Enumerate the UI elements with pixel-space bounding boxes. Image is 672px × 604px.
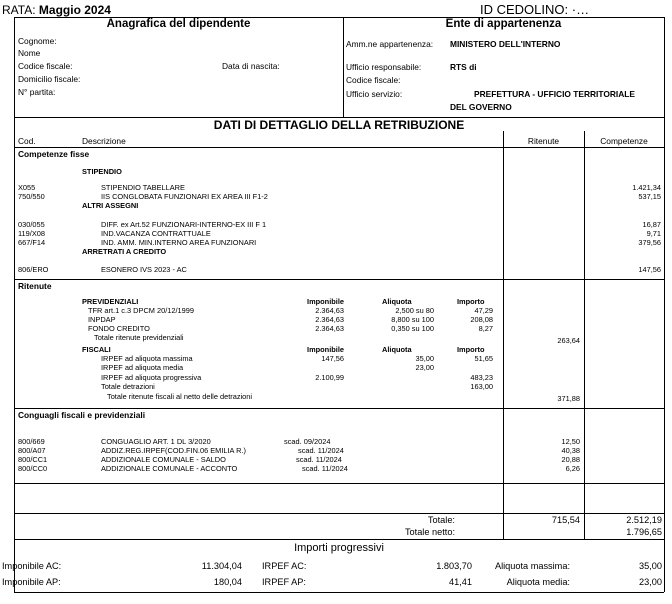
total-label: Totale ritenute fiscali al netto delle detrazioni: [107, 392, 253, 401]
irpef-ac-label: IRPEF AC:: [262, 561, 307, 571]
col-competenze: Competenze: [600, 136, 648, 146]
row-desc: STIPENDIO TABELLARE: [101, 183, 185, 192]
aliq-max-value: 35,00: [639, 561, 662, 571]
ufficio-resp-label: Ufficio responsabile:: [346, 62, 422, 72]
row-scadenza: scad. 11/2024: [302, 464, 348, 473]
rule: [503, 131, 504, 539]
section-ritenute: Ritenute: [18, 281, 52, 291]
col-imponibile: Imponibile: [307, 345, 344, 354]
row-desc: ADDIZIONALE COMUNALE - SALDO: [101, 455, 226, 464]
imp-ac-label: Imponibile AC:: [2, 561, 62, 571]
cedolino-field: [480, 2, 589, 17]
row-importo: 208,08: [470, 315, 493, 324]
col-importo: Importo: [457, 297, 485, 306]
row-imponibile: 147,56: [321, 354, 344, 363]
row-importo: 8,27: [478, 324, 493, 333]
servizio-label: Ufficio servizio:: [346, 89, 403, 99]
aliq-max-label: Aliquota massima:: [494, 561, 570, 571]
total-ritenute-fisc: 371,88: [557, 394, 580, 403]
amm-label: Amm.ne appartenenza:: [346, 39, 434, 49]
group-fiscali: FISCALI: [82, 345, 111, 354]
total-ritenute-prev: 263,64: [557, 336, 580, 345]
row-desc: INPDAP: [88, 315, 116, 324]
row-ritenute: 40,38: [561, 446, 580, 455]
col-aliquota: Aliquota: [382, 345, 412, 354]
row-aliquota: 35,00: [415, 354, 434, 363]
row-aliquota: 23,00: [415, 363, 434, 372]
row-competenze: 537,15: [638, 192, 661, 201]
col-cod: Cod.: [18, 136, 36, 146]
col-ritenute: Ritenute: [527, 136, 560, 146]
amm-value: MINISTERO DELL'INTERNO: [450, 39, 561, 49]
row-desc: IIS CONGLOBATA FUNZIONARI EX AREA III F1-2: [101, 192, 268, 201]
imp-ap-value: 180,04: [213, 577, 242, 587]
row-code: 119/X08: [18, 229, 45, 238]
row-desc: Totale detrazioni: [101, 382, 155, 391]
row-scadenza: scad. 09/2024: [284, 437, 331, 446]
row-desc: CONGUAGLIO ART. 1 DL 3/2020: [101, 437, 211, 446]
row-importo: 51,65: [474, 354, 493, 363]
row-imponibile: 2.100,99: [315, 373, 344, 382]
row-aliquota: 0,350 su 100: [391, 324, 434, 333]
progressivi-title: Importi progressivi: [294, 542, 384, 554]
row-imponibile: 2.364,63: [315, 324, 344, 333]
col-aliquota: Aliquota: [382, 297, 412, 306]
netto-label: Totale netto:: [404, 527, 455, 537]
group-altri-assegni: ALTRI ASSEGNI: [82, 201, 139, 210]
rule: [14, 513, 664, 514]
row-imponibile: 2.364,63: [315, 315, 344, 324]
totale-label: Totale:: [427, 515, 455, 525]
row-code: 800/CC0: [18, 464, 48, 473]
row-aliquota: 2,500 su 80: [395, 306, 434, 315]
rule: [664, 17, 665, 592]
aliq-media-label: Aliquota media:: [506, 577, 570, 587]
aliq-media-value: 23,00: [639, 577, 662, 587]
row-desc: FONDO CREDITO: [88, 324, 150, 333]
ente-title: Ente di appartenenza: [445, 18, 562, 30]
group-previdenziali: PREVIDENZIALI: [82, 297, 139, 306]
rule: [14, 483, 664, 484]
row-imponibile: 2.364,63: [315, 306, 344, 315]
row-scadenza: scad. 11/2024: [296, 455, 342, 464]
row-competenze: 16,87: [642, 220, 661, 229]
imp-ap-label: Imponibile AP:: [2, 577, 61, 587]
row-code: 030/055: [18, 220, 45, 229]
row-desc: ADDIZ.REG.IRPEF(COD.FIN.06 EMILIA R.): [101, 446, 246, 455]
totale-ritenute: 715,54: [551, 515, 580, 525]
row-desc: TFR art.1 c.3 DPCM 20/12/1999: [88, 306, 194, 315]
row-code: X055: [18, 183, 36, 192]
row-desc: ADDIZIONALE COMUNALE - ACCONTO: [101, 464, 238, 473]
irpef-ap-label: IRPEF AP:: [262, 577, 306, 587]
row-desc: ESONERO IVS 2023 - AC: [101, 265, 187, 274]
rule: [14, 279, 664, 280]
section-conguagli: Conguagli fiscali e previdenziali: [18, 410, 146, 420]
row-desc: IND. AMM. MIN.INTERNO AREA FUNZIONARI: [101, 238, 257, 247]
cognome-label: Cognome:: [18, 36, 57, 46]
group-stipendio: STIPENDIO: [82, 167, 122, 176]
codice-fiscale-label: Codice fiscale:: [18, 61, 73, 71]
row-desc: IRPEF ad aliquota progressiva: [101, 373, 202, 382]
row-desc: IRPEF ad aliquota media: [101, 363, 184, 372]
anagrafica-title: Anagrafica del dipendente: [106, 18, 251, 30]
rata-value: Maggio 2024: [38, 3, 111, 17]
data-nascita-label: Data di nascita:: [222, 61, 280, 71]
row-scadenza: scad. 11/2024: [298, 446, 344, 455]
row-code: 667/F14: [18, 238, 46, 247]
cedolino-label: ID CEDOLINO:: [480, 2, 569, 17]
row-ritenute: 12,50: [561, 437, 580, 446]
nome-label: Nome: [18, 48, 41, 58]
servizio-value: DEL GOVERNO: [450, 102, 512, 112]
row-code: 750/550: [18, 192, 45, 201]
row-code: 800/A07: [18, 446, 46, 455]
row-importo: 163,00: [470, 382, 493, 391]
irpef-ac-value: 1.803,70: [436, 561, 472, 571]
cedolino-value: ·…: [571, 2, 590, 17]
total-label: Totale ritenute previdenziali: [94, 333, 184, 342]
col-imponibile: Imponibile: [307, 297, 344, 306]
rata-field: [2, 3, 111, 17]
totale-competenze: 2.512,19: [626, 515, 662, 525]
netto-value: 1.796,65: [626, 527, 662, 537]
ente-cf-label: Codice fiscale:: [346, 75, 401, 85]
section-competenze-fisse: Competenze fisse: [18, 149, 90, 159]
row-importo: 47,29: [474, 306, 493, 315]
domicilio-label: Domicilio fiscale:: [18, 74, 81, 84]
rule: [14, 147, 664, 148]
rule: [14, 592, 664, 593]
row-competenze: 379,56: [638, 238, 661, 247]
row-competenze: 9,71: [646, 229, 661, 238]
col-descrizione: Descrizione: [82, 136, 126, 146]
servizio-value: PREFETTURA - UFFICIO TERRITORIALE: [474, 89, 635, 99]
row-code: 800/669: [18, 437, 45, 446]
ufficio-resp-value: RTS di: [450, 62, 477, 72]
row-competenze: 1.421,34: [632, 183, 661, 192]
dettaglio-title: DATI DI DETTAGLIO DELLA RETRIBUZIONE: [213, 118, 465, 132]
row-ritenute: 6,26: [565, 464, 580, 473]
col-importo: Importo: [457, 345, 485, 354]
row-code: 800/CC1: [18, 455, 48, 464]
row-desc: DIFF. ex Art.52 FUNZIONARI-INTERNO-EX III F 1: [101, 220, 267, 229]
group-arretrati: ARRETRATI A CREDITO: [82, 247, 167, 256]
row-competenze: 147,56: [638, 265, 661, 274]
rata-label: RATA:: [2, 3, 36, 17]
rule: [14, 17, 15, 592]
row-importo: 483,23: [470, 373, 493, 382]
row-code: 806/ERO: [18, 265, 49, 274]
rule: [343, 17, 344, 117]
irpef-ap-value: 41,41: [449, 577, 472, 587]
rule: [14, 408, 664, 409]
partita-label: N° partita:: [18, 87, 56, 97]
row-ritenute: 20,88: [561, 455, 580, 464]
row-desc: IRPEF ad aliquota massima: [101, 354, 193, 363]
row-aliquota: 8,800 su 100: [391, 315, 434, 324]
imp-ac-value: 11.304,04: [201, 561, 242, 571]
rule: [14, 539, 664, 540]
row-desc: IND.VACANZA CONTRATTUALE: [101, 229, 211, 238]
